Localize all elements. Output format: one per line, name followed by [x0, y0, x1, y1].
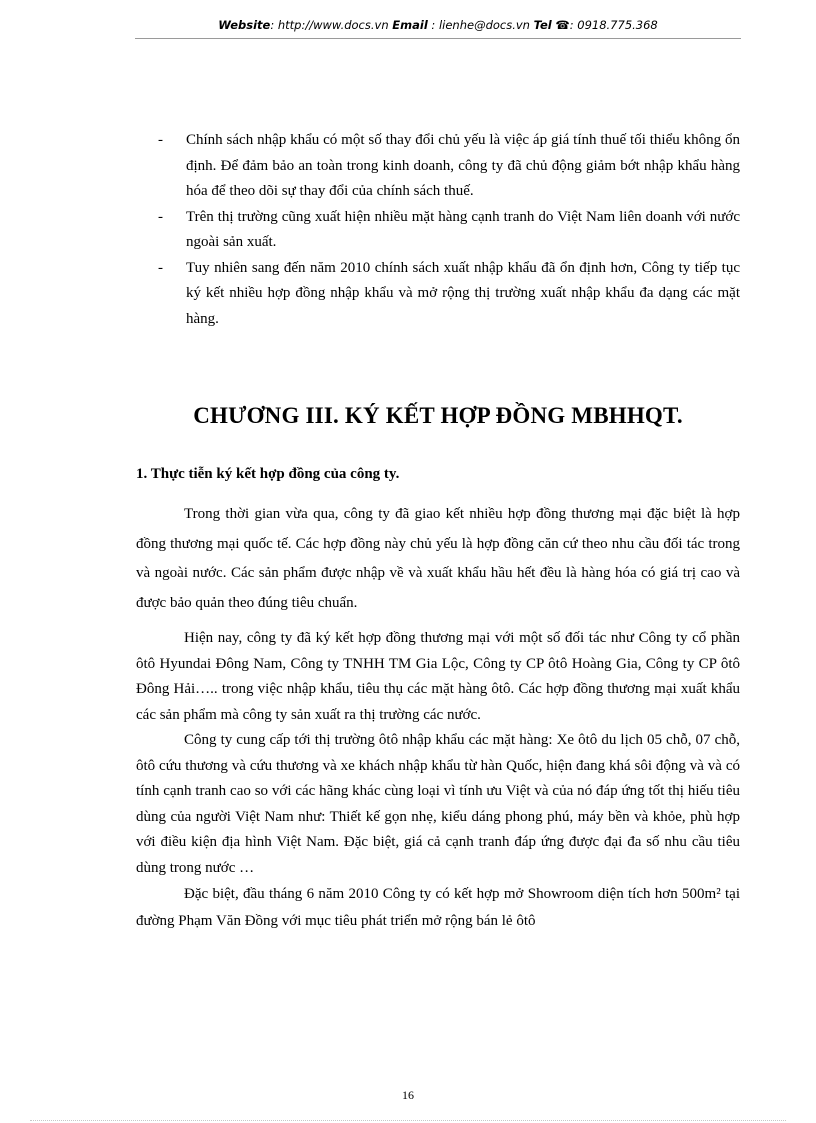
- paragraph: Hiện nay, công ty đã ký kết hợp đồng thương mại với một số đối tác như Công ty cổ phần ôtô Hyundai Đông Nam, Công ty TNHH TM Gia Lộc, Công ty CP ôtô Hoàng Gia, Công ty CP ôtô Đông Hải….. trong việc nhập khẩu, tiêu thụ các mặt hàng ôtô. Các hợp đồng thương mại xuất khẩu các sản phẩm mà công ty sản xuất ra thị trường các nước.: [136, 630, 740, 723]
- bullet-dash: -: [158, 132, 163, 148]
- body-text: [136, 500, 740, 935]
- website-value[interactable]: : http://www.docs.vn: [270, 18, 389, 32]
- section-heading: 1. Thực tiễn ký kết hợp đồng của công ty.: [136, 466, 400, 482]
- header-divider: [135, 38, 741, 39]
- email-value[interactable]: : lienhe@docs.vn: [431, 18, 530, 32]
- bullet-text: Tuy nhiên sang đến năm 2010 chính sách xuất nhập khẩu đã ổn định hơn, Công ty tiếp tục ký kết nhiều hợp đồng nhập khẩu và mở rộng thị trường xuất nhập khẩu đa dạng các mặt hàng.: [186, 259, 740, 327]
- paragraph: Công ty cung cấp tới thị trường ôtô nhập khẩu các mặt hàng: Xe ôtô du lịch 05 chỗ, 07 chỗ, ôtô cứu thương và cứu thương và xe khách nhập khẩu từ hàn Quốc, hiện đang khá sôi động và và có tính cạnh tranh cao so với các hãng khác cùng loại vì tính ưu Việt và của nó đáp ứng tốt thị hiếu tiêu dùng của người Việt Nam như: Thiết kế gọn nhẹ, kiểu dáng phong phú, máy bền và khỏe, phù hợp với điều kiện địa hình Việt Nam. Đặc biệt, giá cả cạnh tranh đáp ứng được đại đa số nhu cầu tiêu dùng trong nước …: [136, 732, 740, 876]
- phone-icon: ☎: [555, 18, 570, 32]
- bullet-text: Chính sách nhập khẩu có một số thay đổi chủ yếu là việc áp giá tính thuế tối thiểu không ổn định. Để đảm bảo an toàn trong kinh doanh, công ty đã chủ động giảm bớt nhập khẩu hàng hóa để theo dõi sự thay đổi của chính sách thuế.: [186, 132, 740, 199]
- footer-divider: [30, 1120, 786, 1121]
- page-header: [135, 18, 741, 32]
- bullet-dash: -: [158, 208, 163, 225]
- paragraph: Trong thời gian vừa qua, công ty đã giao kết nhiều hợp đồng thương mại đặc biệt là hợp đồng thương mại quốc tế. Các hợp đồng này chủ yếu là hợp đồng căn cứ theo nhu cầu đối tác trong và ngoài nước. Các sản phẩm được nhập về và xuất khẩu hầu hết đều là hàng hóa có giá trị cao và được bảo quản theo đúng tiêu chuẩn.: [136, 506, 740, 611]
- page-number: 16: [402, 1088, 414, 1102]
- bullet-text: Trên thị trường cũng xuất hiện nhiều mặt hàng cạnh tranh do Việt Nam liên doanh với nước ngoài sản xuất.: [186, 208, 740, 250]
- chapter-title: CHƯƠNG III. KÝ KẾT HỢP ĐỒNG MBHHQT.: [193, 403, 683, 428]
- list-item: [136, 205, 740, 256]
- list-item: [136, 128, 740, 205]
- bullet-dash: -: [158, 259, 163, 276]
- website-label: Website: [218, 18, 271, 32]
- tel-label: Tel: [533, 18, 552, 32]
- email-label: Email: [392, 18, 428, 32]
- tel-value: : 0918.775.368: [569, 18, 658, 32]
- list-item: [136, 256, 740, 333]
- bullet-list: [136, 128, 740, 332]
- paragraph: Đặc biệt, đầu tháng 6 năm 2010 Công ty có kết hợp mở Showroom diện tích hơn 500m² tại đường Phạm Văn Đồng với mục tiêu phát triển mở rộng bán lẻ ôtô: [136, 886, 740, 929]
